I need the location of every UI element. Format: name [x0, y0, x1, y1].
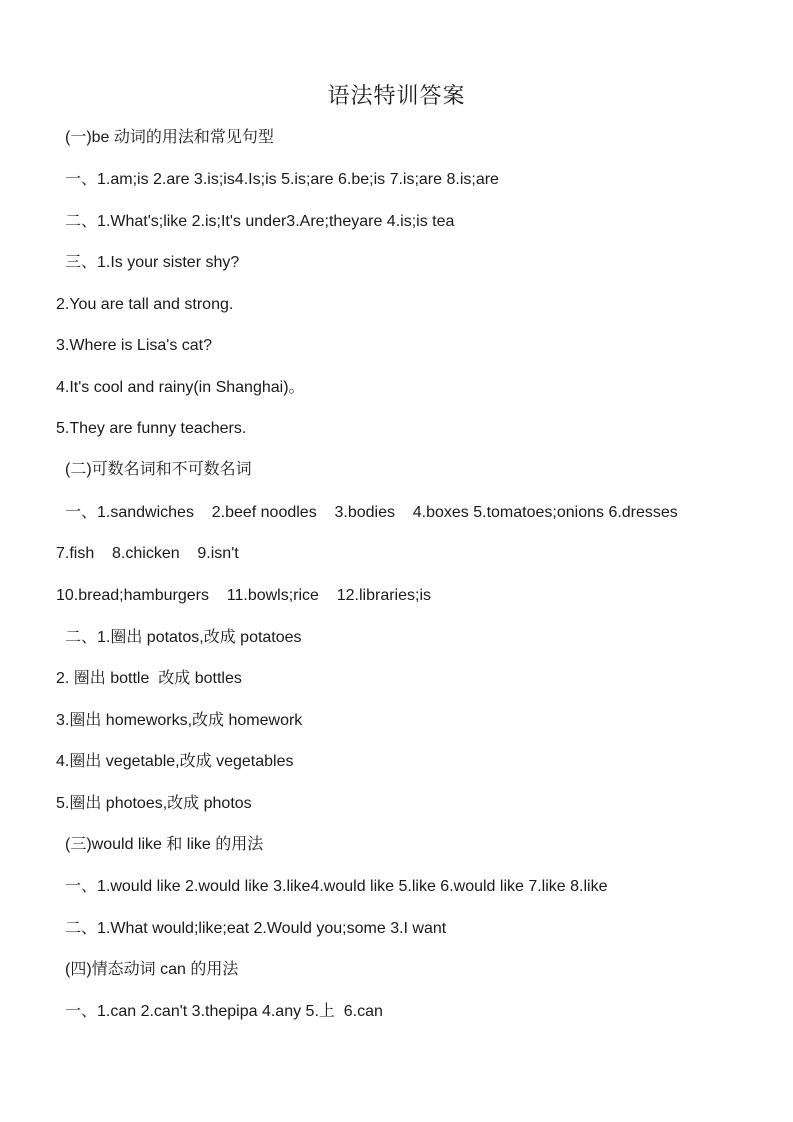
answer-line: 3.Where is Lisa's cat?: [56, 337, 213, 354]
answer-line: 二、1.圈出 potatos,改成 potatoes: [65, 629, 302, 646]
page-title: 语法特训答案: [327, 84, 466, 109]
section-heading-modal-can: (四)情态动词 can 的用法: [65, 961, 239, 978]
answer-line: 二、1.What's;like 2.is;It's under3.Are;theyare 4.is;is tea: [65, 213, 455, 230]
section-heading-be-verb: (一)be 动词的用法和常见句型: [65, 129, 274, 146]
section-heading-would-like: (三)would like 和 like 的用法: [65, 836, 264, 853]
answer-line: 5.They are funny teachers.: [56, 420, 247, 437]
answer-line: 7.fish 8.chicken 9.isn't: [56, 545, 239, 562]
answer-line: 三、1.Is your sister shy?: [65, 254, 240, 271]
answer-line: 一、1.sandwiches 2.beef noodles 3.bodies 4.boxes 5.tomatoes;onions 6.dresses: [65, 504, 678, 521]
answer-line: 2. 圈出 bottle 改成 bottles: [56, 670, 242, 687]
answer-line: 4.It's cool and rainy(in Shanghai)。: [56, 379, 305, 396]
answer-line: 5.圈出 photoes,改成 photos: [56, 795, 252, 812]
answer-line: 一、1.would like 2.would like 3.like4.would like 5.like 6.would like 7.like 8.like: [65, 878, 608, 895]
answer-line: 10.bread;hamburgers 11.bowls;rice 12.libraries;is: [56, 587, 431, 604]
section-heading-nouns: (二)可数名词和不可数名词: [65, 461, 252, 478]
answer-line: 3.圈出 homeworks,改成 homework: [56, 712, 303, 729]
answer-line: 一、1.can 2.can't 3.thepipa 4.any 5.上 6.can: [65, 1003, 383, 1020]
answer-line: 一、1.am;is 2.are 3.is;is4.Is;is 5.is;are 6.be;is 7.is;are 8.is;are: [65, 171, 499, 188]
answer-line: 二、1.What would;like;eat 2.Would you;some 3.I want: [65, 920, 447, 937]
answer-line: 2.You are tall and strong.: [56, 296, 234, 313]
answer-line: 4.圈出 vegetable,改成 vegetables: [56, 753, 294, 770]
